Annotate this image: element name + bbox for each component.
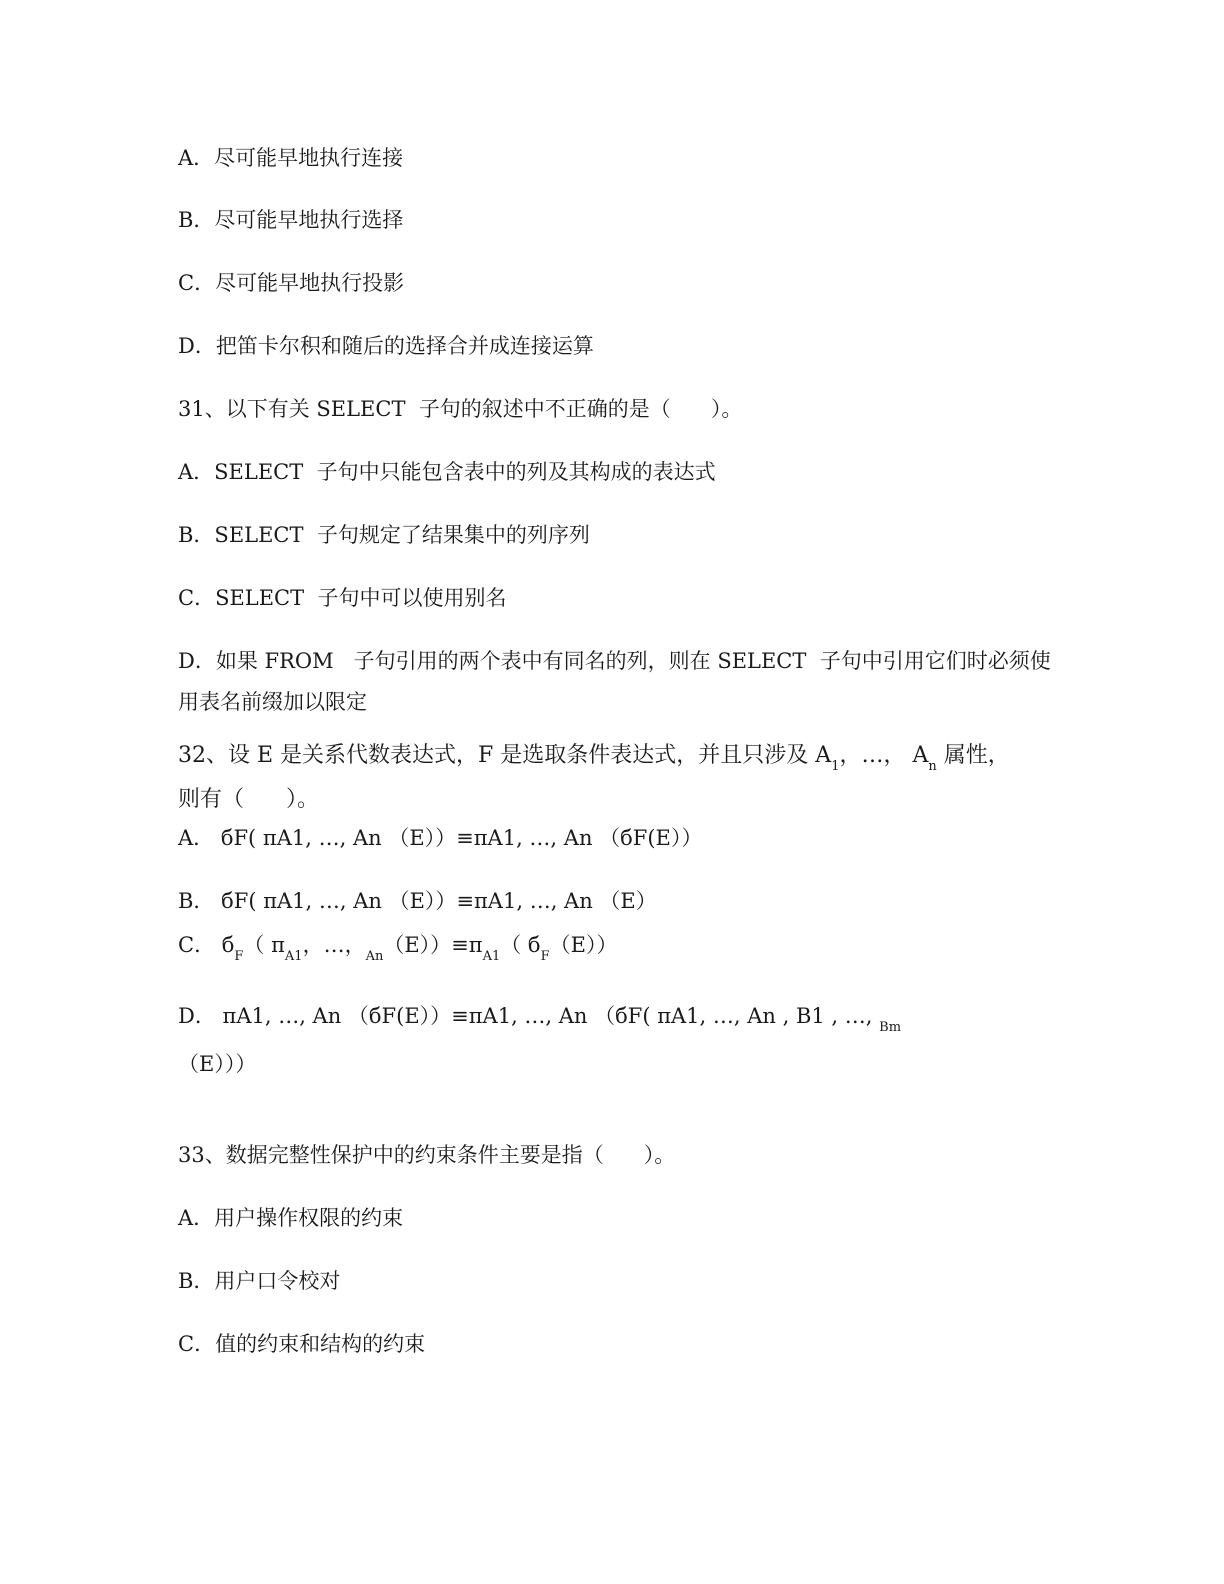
q33-stem: 33、数据完整性保护中的约束条件主要是指（ ）。: [178, 1143, 676, 1167]
q32-stem-text-a: 32、设 E 是关系代数表达式，F 是选取条件表达式，并且只涉及 A: [178, 743, 832, 768]
q32-option-c-p4: （E））≡π: [383, 933, 483, 957]
q31-option-d: D．如果 FROM 子句引用的两个表中有同名的列，则在 SELECT 子句中引用它们时必须使: [178, 649, 1051, 673]
q32-stem-sub-1: 1: [831, 759, 840, 774]
q30-option-a: A．尽可能早地执行连接: [178, 146, 404, 170]
q31-option-b: B．SELECT 子句规定了结果集中的列序列: [178, 523, 590, 547]
q32-option-c-s4: A1: [482, 949, 501, 964]
q32-stem: [178, 742, 1010, 781]
q31-stem: 31、以下有关 SELECT 子句的叙述中不正确的是（ ）。: [178, 397, 743, 421]
q30-option-c: C．尽可能早地执行投影: [178, 271, 405, 295]
q33-option-b: B．用户口令校对: [178, 1269, 341, 1293]
q32-option-c-p3: ，…，: [302, 933, 366, 957]
q32-option-d-cont: （E）））: [178, 1052, 257, 1076]
q32-option-c-s1: F: [234, 949, 244, 964]
q32-option-c-p2: （ π: [243, 933, 285, 957]
q32-option-c: [178, 931, 617, 971]
q33-option-a: A．用户操作权限的约束: [178, 1206, 404, 1230]
q31-option-d-cont: 用表名前缀加以限定: [178, 690, 367, 714]
q32-option-c-p6: （E））: [549, 933, 618, 957]
q32-option-c-p1: C． б: [178, 933, 235, 957]
q32-option-c-s5: F: [540, 949, 550, 964]
q32-stem-sub-n: n: [928, 759, 937, 774]
q31-option-c: C．SELECT 子句中可以使用别名: [178, 586, 507, 610]
q32-option-c-s2: A1: [284, 949, 303, 964]
q32-option-d: [178, 1002, 901, 1042]
q33-option-c: C．值的约束和结构的约束: [178, 1332, 426, 1356]
q32-stem-text-b: ，…， A: [839, 743, 929, 768]
q32-option-c-p5: （ б: [500, 933, 541, 957]
q32-stem-text-c: 属性，: [936, 743, 1010, 768]
q30-option-b: B．尽可能早地执行选择: [178, 208, 404, 232]
q32-option-d-text: D． πA1, …, An （бF(E））≡πA1, …, An （бF( πA1, …, An , B1 , …,: [178, 1004, 873, 1028]
q32-option-a: A． бF( πA1, …, An （E））≡πA1, …, An （бF(E））: [178, 826, 703, 850]
q31-option-a: A．SELECT 子句中只能包含表中的列及其构成的表达式: [178, 460, 716, 484]
q32-option-c-s3: An: [365, 949, 384, 964]
q32-option-d-sub: Bm: [879, 1020, 902, 1035]
q30-option-d: D．把笛卡尔积和随后的选择合并成连接运算: [178, 334, 594, 358]
q32-stem-line2: 则有（ ）。: [178, 787, 319, 812]
q32-option-b: B． бF( πA1, …, An （E））≡πA1, …, An （E）: [178, 889, 657, 913]
